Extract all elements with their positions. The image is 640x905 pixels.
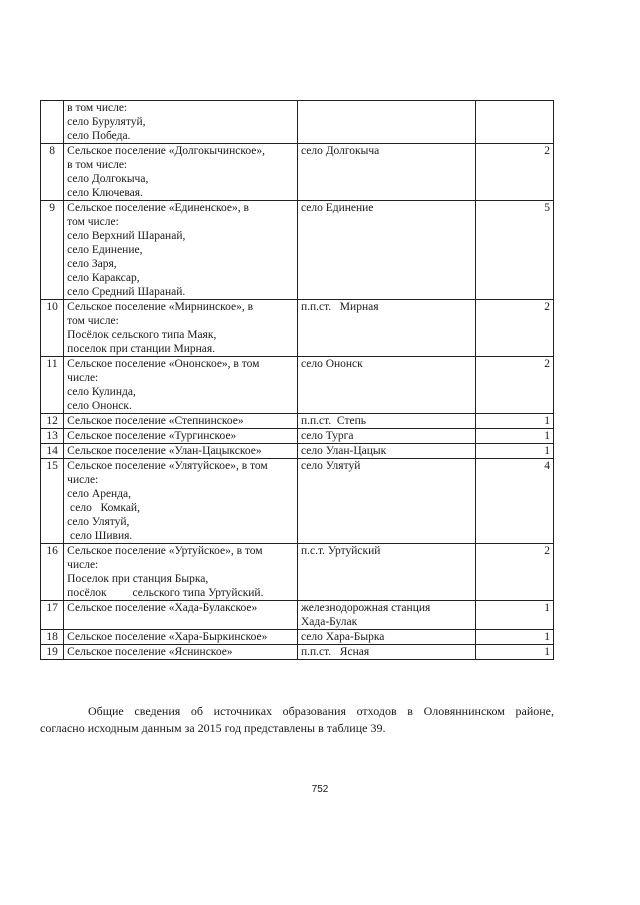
settlement-count-cell: 1 xyxy=(476,444,554,459)
settlement-name-line: село Ключевая. xyxy=(67,187,143,199)
settlement-name-line: Сельское поселение «Тургинское» xyxy=(67,430,237,442)
admin-center-line: железнодорожная станция xyxy=(300,602,431,614)
settlement-name-line: село Ононск. xyxy=(67,400,132,412)
admin-center-cell xyxy=(297,144,475,201)
row-number-cell: 13 xyxy=(41,429,64,444)
row-number-cell: 12 xyxy=(41,414,64,429)
table-row xyxy=(41,630,554,645)
settlement-name-line: Поселок при станция Бырка, xyxy=(67,573,209,585)
settlements-table-body xyxy=(41,101,554,660)
settlement-count-cell xyxy=(476,101,554,144)
settlement-name-line: село Аренда, xyxy=(67,488,132,500)
table-row xyxy=(41,414,554,429)
settlement-name-cell xyxy=(64,300,298,357)
row-number-cell: 19 xyxy=(41,645,64,660)
settlement-count-cell: 4 xyxy=(476,459,554,544)
admin-center-line: п.п.ст. Ясная xyxy=(300,646,370,658)
settlement-name-line: в том числе: xyxy=(67,159,128,171)
summary-line-2: согласно исходным данным за 2015 год представлены в таблице 39. xyxy=(40,721,386,735)
settlement-name-line: село Шивия. xyxy=(67,530,133,542)
admin-center-cell xyxy=(297,357,475,414)
settlement-name-cell xyxy=(64,645,298,660)
settlement-name-line: село Победа. xyxy=(67,130,131,142)
admin-center-line: п.п.ст. Степь xyxy=(300,415,366,427)
settlement-name-cell xyxy=(64,444,298,459)
settlement-name-line: в том числе: xyxy=(67,102,128,114)
settlement-name-line: том числе: xyxy=(67,216,119,228)
table-row xyxy=(41,357,554,414)
admin-center-line: п.с.т. Уртуйский xyxy=(300,545,381,557)
row-number-cell: 8 xyxy=(41,144,64,201)
row-number-cell: 18 xyxy=(41,630,64,645)
settlement-name-line: поселок при станции Мирная. xyxy=(67,343,216,355)
settlement-name-line: Сельское поселение «Хара-Быркинское» xyxy=(67,631,268,643)
settlement-name-line: Сельское поселение «Долгокычинское», xyxy=(67,145,265,157)
settlement-name-cell xyxy=(64,630,298,645)
admin-center-line: село Улятуй xyxy=(300,460,361,472)
settlement-name-line: Сельское поселение «Мирнинское», в xyxy=(67,301,254,313)
page-number: 752 xyxy=(311,784,329,795)
settlement-count-cell: 1 xyxy=(476,429,554,444)
settlement-name-cell xyxy=(64,101,298,144)
row-number-cell: 9 xyxy=(41,201,64,300)
table-row xyxy=(41,544,554,601)
table-row xyxy=(41,459,554,544)
row-number-cell: 17 xyxy=(41,601,64,630)
admin-center-cell xyxy=(297,300,475,357)
settlement-count-cell: 1 xyxy=(476,645,554,660)
table-row xyxy=(41,444,554,459)
summary-paragraph xyxy=(40,703,554,737)
admin-center-line: село Улан-Цацык xyxy=(300,445,387,457)
admin-center-line: п.п.ст. Мирная xyxy=(300,301,379,313)
row-number-cell: 16 xyxy=(41,544,64,601)
settlement-name-cell xyxy=(64,459,298,544)
settlement-name-line: посёлок сельского типа Уртуйский. xyxy=(67,587,264,599)
settlement-name-cell xyxy=(64,357,298,414)
admin-center-cell xyxy=(297,645,475,660)
settlement-name-cell xyxy=(64,201,298,300)
settlement-name-line: Сельское поселение «Улятуйское», в том xyxy=(67,460,268,472)
settlement-name-line: село Комкай, xyxy=(67,502,140,514)
settlement-name-line: село Кулинда, xyxy=(67,386,136,398)
row-number-cell: 11 xyxy=(41,357,64,414)
table-row xyxy=(41,300,554,357)
admin-center-cell xyxy=(297,459,475,544)
settlement-name-line: Сельское поселение «Единенское», в xyxy=(67,202,249,214)
admin-center-line: село Долгокыча xyxy=(300,145,380,157)
row-number-cell: 14 xyxy=(41,444,64,459)
table-row xyxy=(41,201,554,300)
settlement-name-line: Посёлок сельского типа Маяк, xyxy=(67,329,217,341)
settlement-name-line: числе: xyxy=(67,559,99,571)
settlement-count-cell: 1 xyxy=(476,414,554,429)
settlement-name-line: Сельское поселение «Хада-Булакское» xyxy=(67,602,258,614)
admin-center-cell xyxy=(297,429,475,444)
table-row xyxy=(41,144,554,201)
settlement-name-line: числе: xyxy=(67,372,99,384)
table-row xyxy=(41,429,554,444)
settlement-name-cell xyxy=(64,429,298,444)
row-number-cell xyxy=(41,101,64,144)
settlement-name-line: село Улятуй, xyxy=(67,516,130,528)
settlement-name-line: село Заря, xyxy=(67,258,117,270)
settlements-table xyxy=(40,100,554,660)
admin-center-cell xyxy=(297,601,475,630)
summary-line-1: Общие сведения об источниках образования отходов в Оловяннинском районе, xyxy=(88,704,554,718)
row-number-cell: 10 xyxy=(41,300,64,357)
admin-center-line: село Ононск xyxy=(300,358,363,370)
settlement-name-line: село Караксар, xyxy=(67,272,140,284)
admin-center-line: село Хара-Бырка xyxy=(300,631,385,643)
settlement-name-cell xyxy=(64,544,298,601)
settlement-count-cell: 1 xyxy=(476,601,554,630)
settlement-count-cell: 2 xyxy=(476,544,554,601)
admin-center-cell xyxy=(297,444,475,459)
settlement-count-cell: 2 xyxy=(476,300,554,357)
settlement-name-cell xyxy=(64,601,298,630)
settlement-count-cell: 1 xyxy=(476,630,554,645)
settlement-count-cell: 2 xyxy=(476,144,554,201)
settlement-name-line: Сельское поселение «Уртуйское», в том xyxy=(67,545,263,557)
row-number-cell: 15 xyxy=(41,459,64,544)
admin-center-cell xyxy=(297,630,475,645)
settlement-count-cell: 5 xyxy=(476,201,554,300)
admin-center-cell xyxy=(297,544,475,601)
settlement-name-cell xyxy=(64,414,298,429)
settlement-name-line: Сельское поселение «Яснинское» xyxy=(67,646,233,658)
admin-center-cell xyxy=(297,201,475,300)
admin-center-line: село Единение xyxy=(300,202,374,214)
settlement-name-line: том числе: xyxy=(67,315,119,327)
settlement-name-line: Сельское поселение «Улан-Цацыкское» xyxy=(67,445,262,457)
admin-center-cell xyxy=(297,414,475,429)
settlement-count-cell: 2 xyxy=(476,357,554,414)
settlement-name-line: числе: xyxy=(67,474,99,486)
table-row xyxy=(41,101,554,144)
settlement-name-line: село Средний Шаранай. xyxy=(67,286,186,298)
settlement-name-line: Сельское поселение «Ононское», в том xyxy=(67,358,260,370)
settlement-name-cell xyxy=(64,144,298,201)
settlement-name-line: Сельское поселение «Степнинское» xyxy=(67,415,244,427)
table-row xyxy=(41,601,554,630)
admin-center-cell xyxy=(297,101,475,144)
admin-center-line: село Турга xyxy=(300,430,354,442)
settlement-name-line: село Долгокыча, xyxy=(67,173,149,185)
admin-center-line: Хада-Булак xyxy=(300,616,358,628)
settlement-name-line: село Бурулятуй, xyxy=(67,116,146,128)
settlement-name-line: село Верхний Шаранай, xyxy=(67,230,186,242)
table-row xyxy=(41,645,554,660)
settlement-name-line: село Единение, xyxy=(67,244,143,256)
